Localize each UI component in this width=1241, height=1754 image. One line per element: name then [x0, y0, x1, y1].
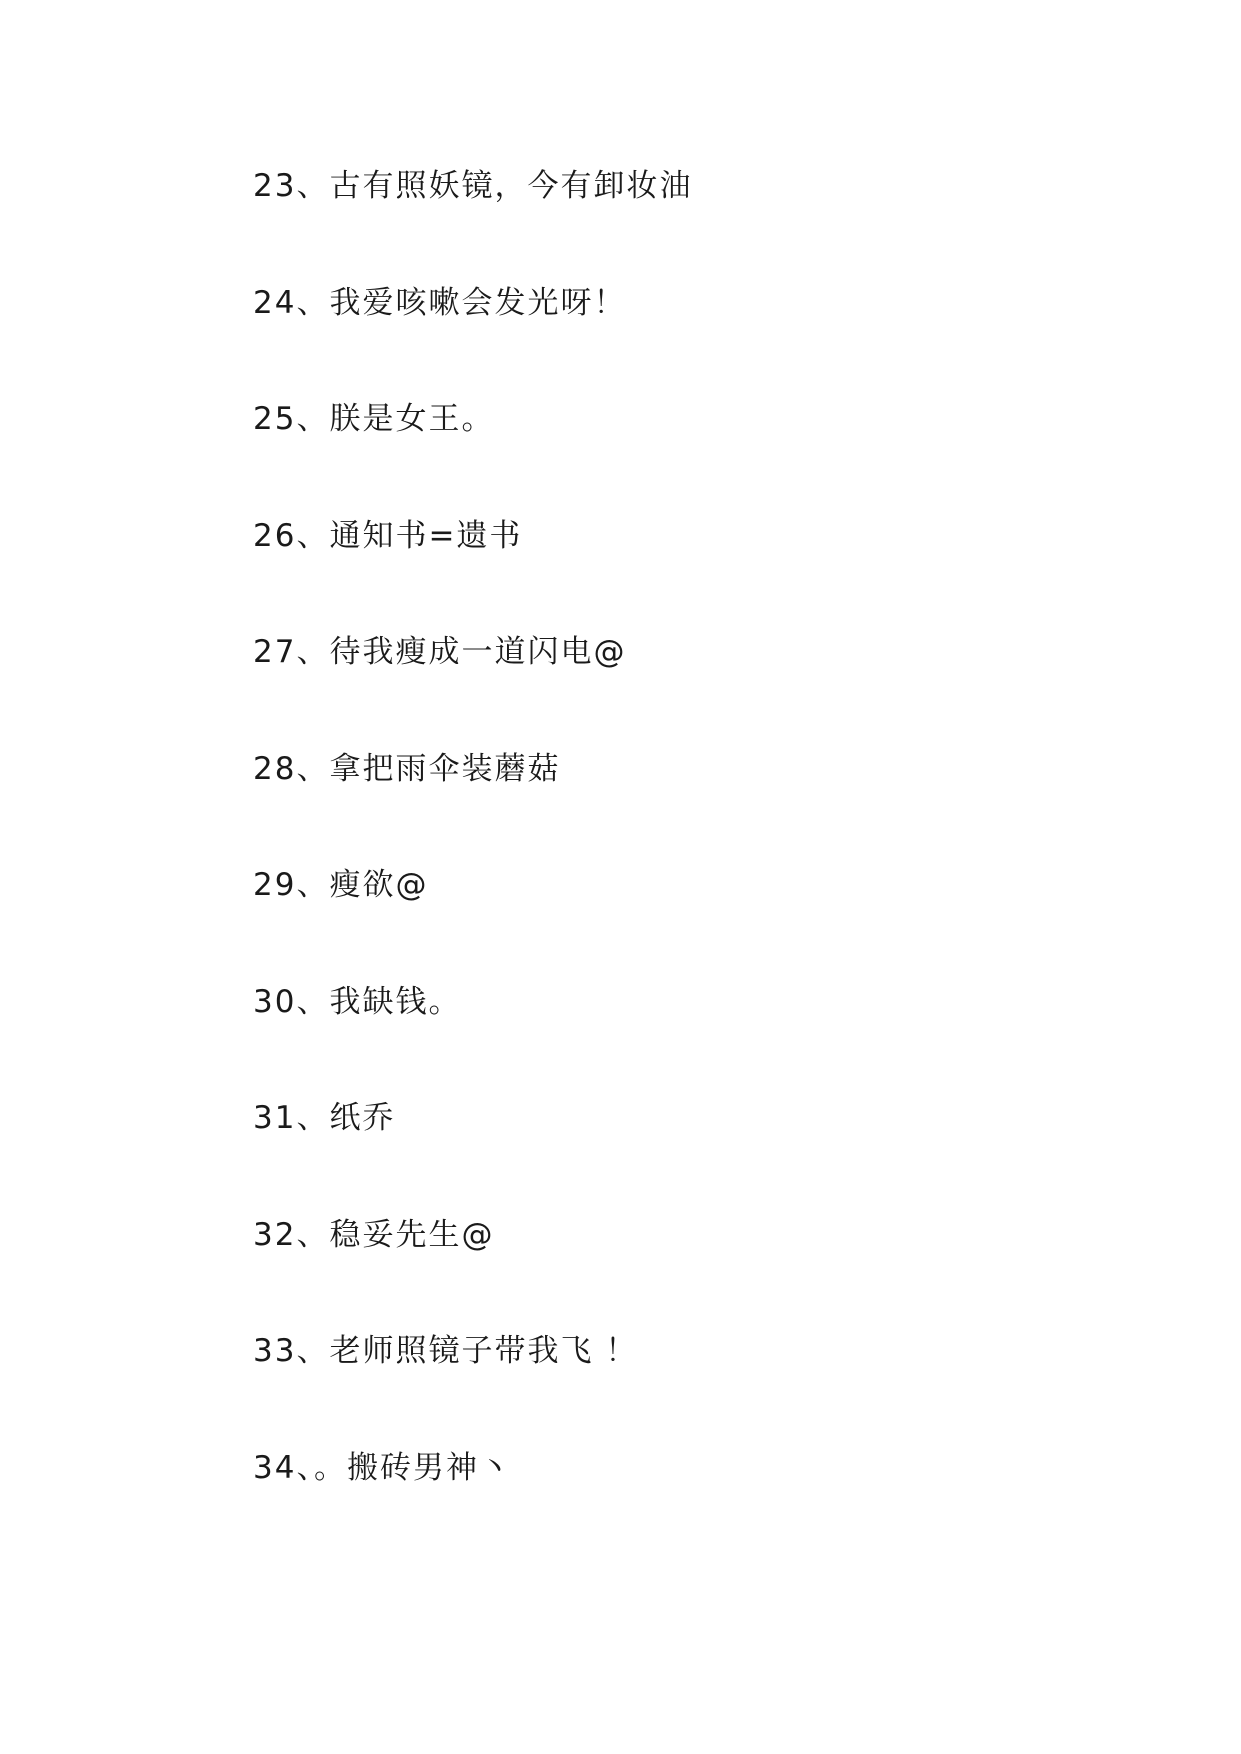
list-item: 33、老师照镜子带我飞 ！: [253, 1333, 639, 1369]
list-item: 24、我爱咳嗽会发光呀！: [253, 284, 627, 321]
list-item: 32、稳妥先生@: [253, 1216, 495, 1253]
list-item: 34、。搬砖男神丶: [253, 1449, 512, 1486]
list-item: 26、通知书=遗书: [253, 517, 523, 554]
nickname-list: [253, 160, 692, 1558]
list-item: 25、朕是女王。: [253, 401, 495, 437]
list-item: 31、纸乔: [253, 1100, 396, 1136]
list-item: 28、拿把雨伞装蘑菇: [253, 750, 561, 787]
list-item: 23、古有照妖镜，今有卸妆油: [253, 168, 693, 204]
list-item: 27、待我瘦成一道闪电@: [253, 634, 627, 670]
list-item: 30、我缺钱。: [253, 983, 462, 1020]
list-item: 29、瘦欲@: [253, 867, 429, 903]
